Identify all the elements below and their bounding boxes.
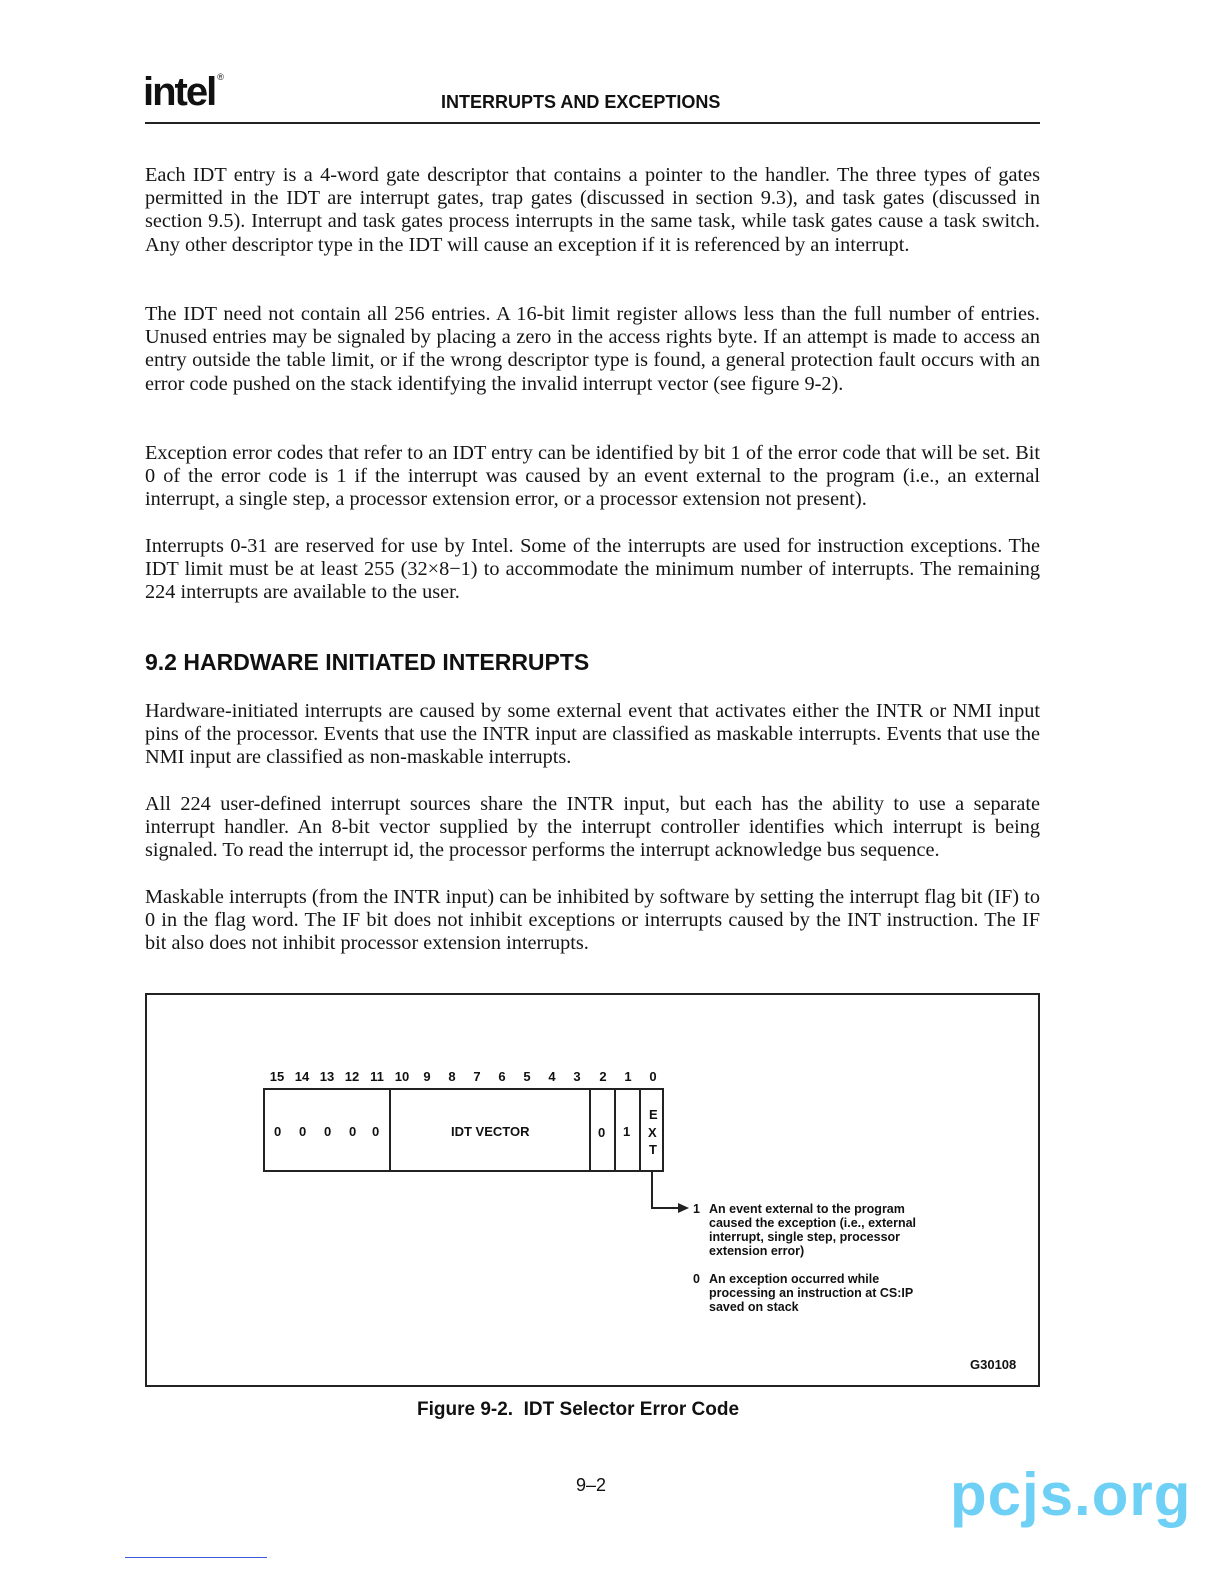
bit-number: 12 [344, 1069, 360, 1084]
bit-number: 2 [599, 1069, 607, 1084]
zero-bit: 0 [349, 1124, 357, 1139]
bit-number: 9 [423, 1069, 431, 1084]
idt-vector-label: IDT VECTOR [451, 1124, 530, 1139]
bit-number: 13 [319, 1069, 335, 1084]
paragraph-hardware-interrupts: Hardware-initiated interrupts are caused by some external event that activates either the INTR or NMI input pins of the processor. Events that use the INTR input are classified as maskable interrupts. Events that use the NMI input are classified as non-maskable interrupts. [145, 700, 1040, 769]
intel-logo: intel ® [143, 70, 222, 114]
bit-number: 10 [394, 1069, 410, 1084]
bottom-rule [125, 1557, 267, 1558]
bit-number: 5 [523, 1069, 531, 1084]
bit-number: 6 [498, 1069, 506, 1084]
bit-number: 11 [370, 1069, 384, 1084]
bit-number: 4 [548, 1069, 556, 1084]
paragraph-error-codes: Exception error codes that refer to an IDT entry can be identified by bit 1 of the error code that will be set. Bit 0 of the error code is 1 if the interrupt was caused by an event external to the program (i.e., an external interrupt, a single step, a processor extension error, or a processor extension not present). [145, 442, 1040, 511]
zero-bit: 0 [372, 1124, 380, 1139]
ext-letter: X [648, 1125, 657, 1140]
legend-text-internal: An exception occurred while processing an instruction at CS:IP saved on stack [709, 1272, 914, 1314]
bit-1-value: 1 [623, 1124, 631, 1139]
bit-number: 3 [573, 1069, 581, 1084]
watermark-logo[interactable]: pcjs.org [950, 1461, 1192, 1528]
ext-letter: E [649, 1107, 658, 1122]
zero-bit: 0 [299, 1124, 307, 1139]
bit-number: 8 [448, 1069, 456, 1084]
legend-value-1: 1 [693, 1202, 700, 1216]
figure-id: G30108 [970, 1357, 1017, 1372]
bit-2-value: 0 [598, 1125, 606, 1140]
paragraph-intr-sources: All 224 user-defined interrupt sources share the INTR input, but each has the ability to use a separate interrupt handler. An 8-bit vector supplied by the interrupt controller identifies which interrupt is being signaled. To read the interrupt id, the processor performs the interrupt acknowledge bus sequence. [145, 793, 1040, 862]
zero-bit: 0 [324, 1124, 332, 1139]
legend-value-0: 0 [693, 1272, 700, 1286]
paragraph-idt-limit: The IDT need not contain all 256 entries. A 16-bit limit register allows less than the full number of entries. Unused entries may be signaled by placing a zero in the access rights byte. If an attempt is made to access an entry outside the table limit, or if the wrong descriptor type is found, a general protection fault occurs with an error code pushed on the stack identifying the invalid interrupt vector (see figure 9-2). [145, 303, 1040, 395]
paragraph-reserved-interrupts: Interrupts 0-31 are reserved for use by Intel. Some of the interrupts are used for instruction exceptions. The IDT limit must be at least 255 (32×8−1) to accommodate the minimum number of interrupts. The remaining 224 interrupts are available to the user. [145, 535, 1040, 604]
bit-number: 15 [269, 1069, 285, 1084]
paragraph-maskable: Maskable interrupts (from the INTR input) can be inhibited by software by setting the interrupt flag bit (IF) to 0 in the flag word. The IF bit does not inhibit exceptions or interrupts caused by the INT instruction. The IF bit also does not inhibit processor extension interrupts. [145, 886, 1040, 955]
bit-number: 1 [624, 1069, 632, 1084]
legend-text-external: An event external to the program caused the exception (i.e., external interrupt, single step, processor extension error) [709, 1202, 917, 1258]
page-number: 9–2 [576, 1475, 607, 1495]
section-heading: 9.2 HARDWARE INITIATED INTERRUPTS [145, 649, 590, 675]
running-header-title: INTERRUPTS AND EXCEPTIONS [441, 92, 721, 112]
bit-number: 14 [294, 1069, 310, 1084]
zero-bit: 0 [274, 1124, 282, 1139]
bit-number: 7 [473, 1069, 481, 1084]
figure-caption: Figure 9-2. IDT Selector Error Code [417, 1399, 740, 1420]
bit-number: 0 [649, 1069, 657, 1084]
ext-letter: T [649, 1142, 657, 1157]
paragraph-idt-entry: Each IDT entry is a 4-word gate descriptor that contains a pointer to the handler. The three types of gates permitted in the IDT are interrupt gates, trap gates (discussed in section 9.3), and task gates (discussed in section 9.5). Interrupt and task gates process interrupts in the same task, while task gates cause a task switch. Any other descriptor type in the IDT will cause an exception if it is referenced by an interrupt. [145, 164, 1040, 256]
